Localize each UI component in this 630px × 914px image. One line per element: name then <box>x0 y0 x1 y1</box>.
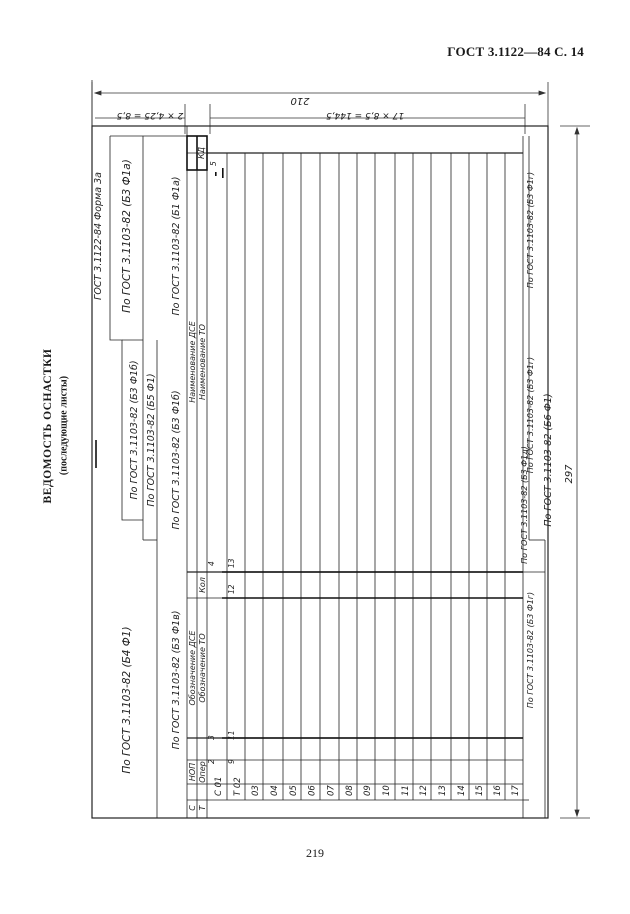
col-header-dse-name: Наименование ДСЕ <box>188 321 197 403</box>
tick-markers <box>215 168 224 178</box>
page-number: 219 <box>306 846 324 860</box>
form-label: ГОСТ 3.1122-84 Форма 3а <box>93 172 104 300</box>
col-number-13: 13 <box>227 558 236 568</box>
row-label: 04 <box>270 785 280 796</box>
row-label: 16 <box>493 785 503 796</box>
row-label: 10 <box>382 785 392 796</box>
row-label: 06 <box>307 785 318 796</box>
ref-b3f1d: По ГОСТ 3.1103-82 (Б3 Ф1в) <box>171 610 182 750</box>
row-label: 08 <box>345 785 355 796</box>
row-lines <box>227 153 505 800</box>
col-header-t: Т <box>198 805 207 811</box>
col-number-9: 9 <box>227 759 236 764</box>
col-header-nop: НОП <box>188 762 197 782</box>
ref-b5f1: По ГОСТ 3.1103-82 (Б5 Ф1) <box>146 373 157 507</box>
left-dimension: 2 × 4,25 = 8,5 <box>116 110 184 120</box>
row-label: 07 <box>326 785 337 796</box>
ref-b3f1b: По ГОСТ 3.1103-82 (Б3 Ф1б) <box>129 360 140 500</box>
col-header-to-code: Обозначение ТО <box>198 633 207 703</box>
col-number-12: 12 <box>227 584 236 594</box>
col-header-c: С <box>188 805 197 811</box>
standard-header: ГОСТ 3.1122—84 С. 14 <box>447 44 584 59</box>
row-label: 13 <box>438 785 448 796</box>
title-main: ВЕДОМОСТЬ ОСНАСТКИ <box>42 348 54 504</box>
row-label: С 01 <box>214 776 224 796</box>
col-number-2: 2 <box>207 759 216 764</box>
row-label: 11 <box>401 785 411 796</box>
ref-b3f1g-left: По ГОСТ 3.1103-82 (Б3 Ф1г) <box>526 591 535 709</box>
row-label: 09 <box>363 785 373 796</box>
thick-separators <box>96 440 523 738</box>
col-header-kol: Кол <box>198 577 207 593</box>
rows-dimension: 17 × 8,5 = 144,5 <box>325 110 405 120</box>
col-header-to-name: Наименование ТО <box>198 324 207 400</box>
row-label: 03 <box>251 785 261 796</box>
row-label: Т 02 <box>233 777 243 796</box>
col-number-5: 5 <box>209 161 218 166</box>
rotated-labels <box>93 95 575 811</box>
ref-b3f1g-mid: По ГОСТ 3.1103-82 (Б3 Ф1г) <box>526 356 535 474</box>
col-number-4: 4 <box>207 561 216 566</box>
ref-b6f1: По ГОСТ 3.1103-82 (Б6 Ф1) <box>543 393 554 527</box>
row-label: 12 <box>419 785 429 796</box>
ref-b64f1: По ГОСТ 3.1103-82 (Б4 Ф1) <box>121 626 133 774</box>
height-dimension: 297 <box>564 464 575 484</box>
col-header-oper: Опер <box>198 761 207 783</box>
ref-b3f1g-top: По ГОСТ 3.1103-82 (Б3 Ф1г) <box>526 171 535 289</box>
ref-b1f1a: По ГОСТ 3.1103-82 (Б1 Ф1а) <box>171 176 182 316</box>
col-header-kd: КД <box>197 147 206 159</box>
title-sub: (последующие листы) <box>58 375 70 476</box>
row-label: 15 <box>475 785 485 796</box>
col-number-3: 3 <box>207 735 216 740</box>
row-label: 14 <box>457 785 467 796</box>
row-label: 05 <box>289 785 299 796</box>
width-dimension: 210 <box>290 95 310 106</box>
row-labels <box>214 777 521 796</box>
ref-b3f1a-top: По ГОСТ 3.1103-82 (Б3 Ф1а) <box>121 159 133 313</box>
dimension-lines <box>92 82 590 818</box>
ref-b3f1d-low: По ГОСТ 3.1103-82 (Б3 Ф1д) <box>520 446 529 564</box>
row-label: 17 <box>511 785 521 796</box>
col-header-dse-code: Обозначение ДСЕ <box>188 630 197 706</box>
col-number-11: 11 <box>227 730 236 740</box>
column-separators <box>187 136 523 800</box>
ref-b3f1b-mid: По ГОСТ 3.1103-82 (Б3 Ф1б) <box>171 390 182 530</box>
